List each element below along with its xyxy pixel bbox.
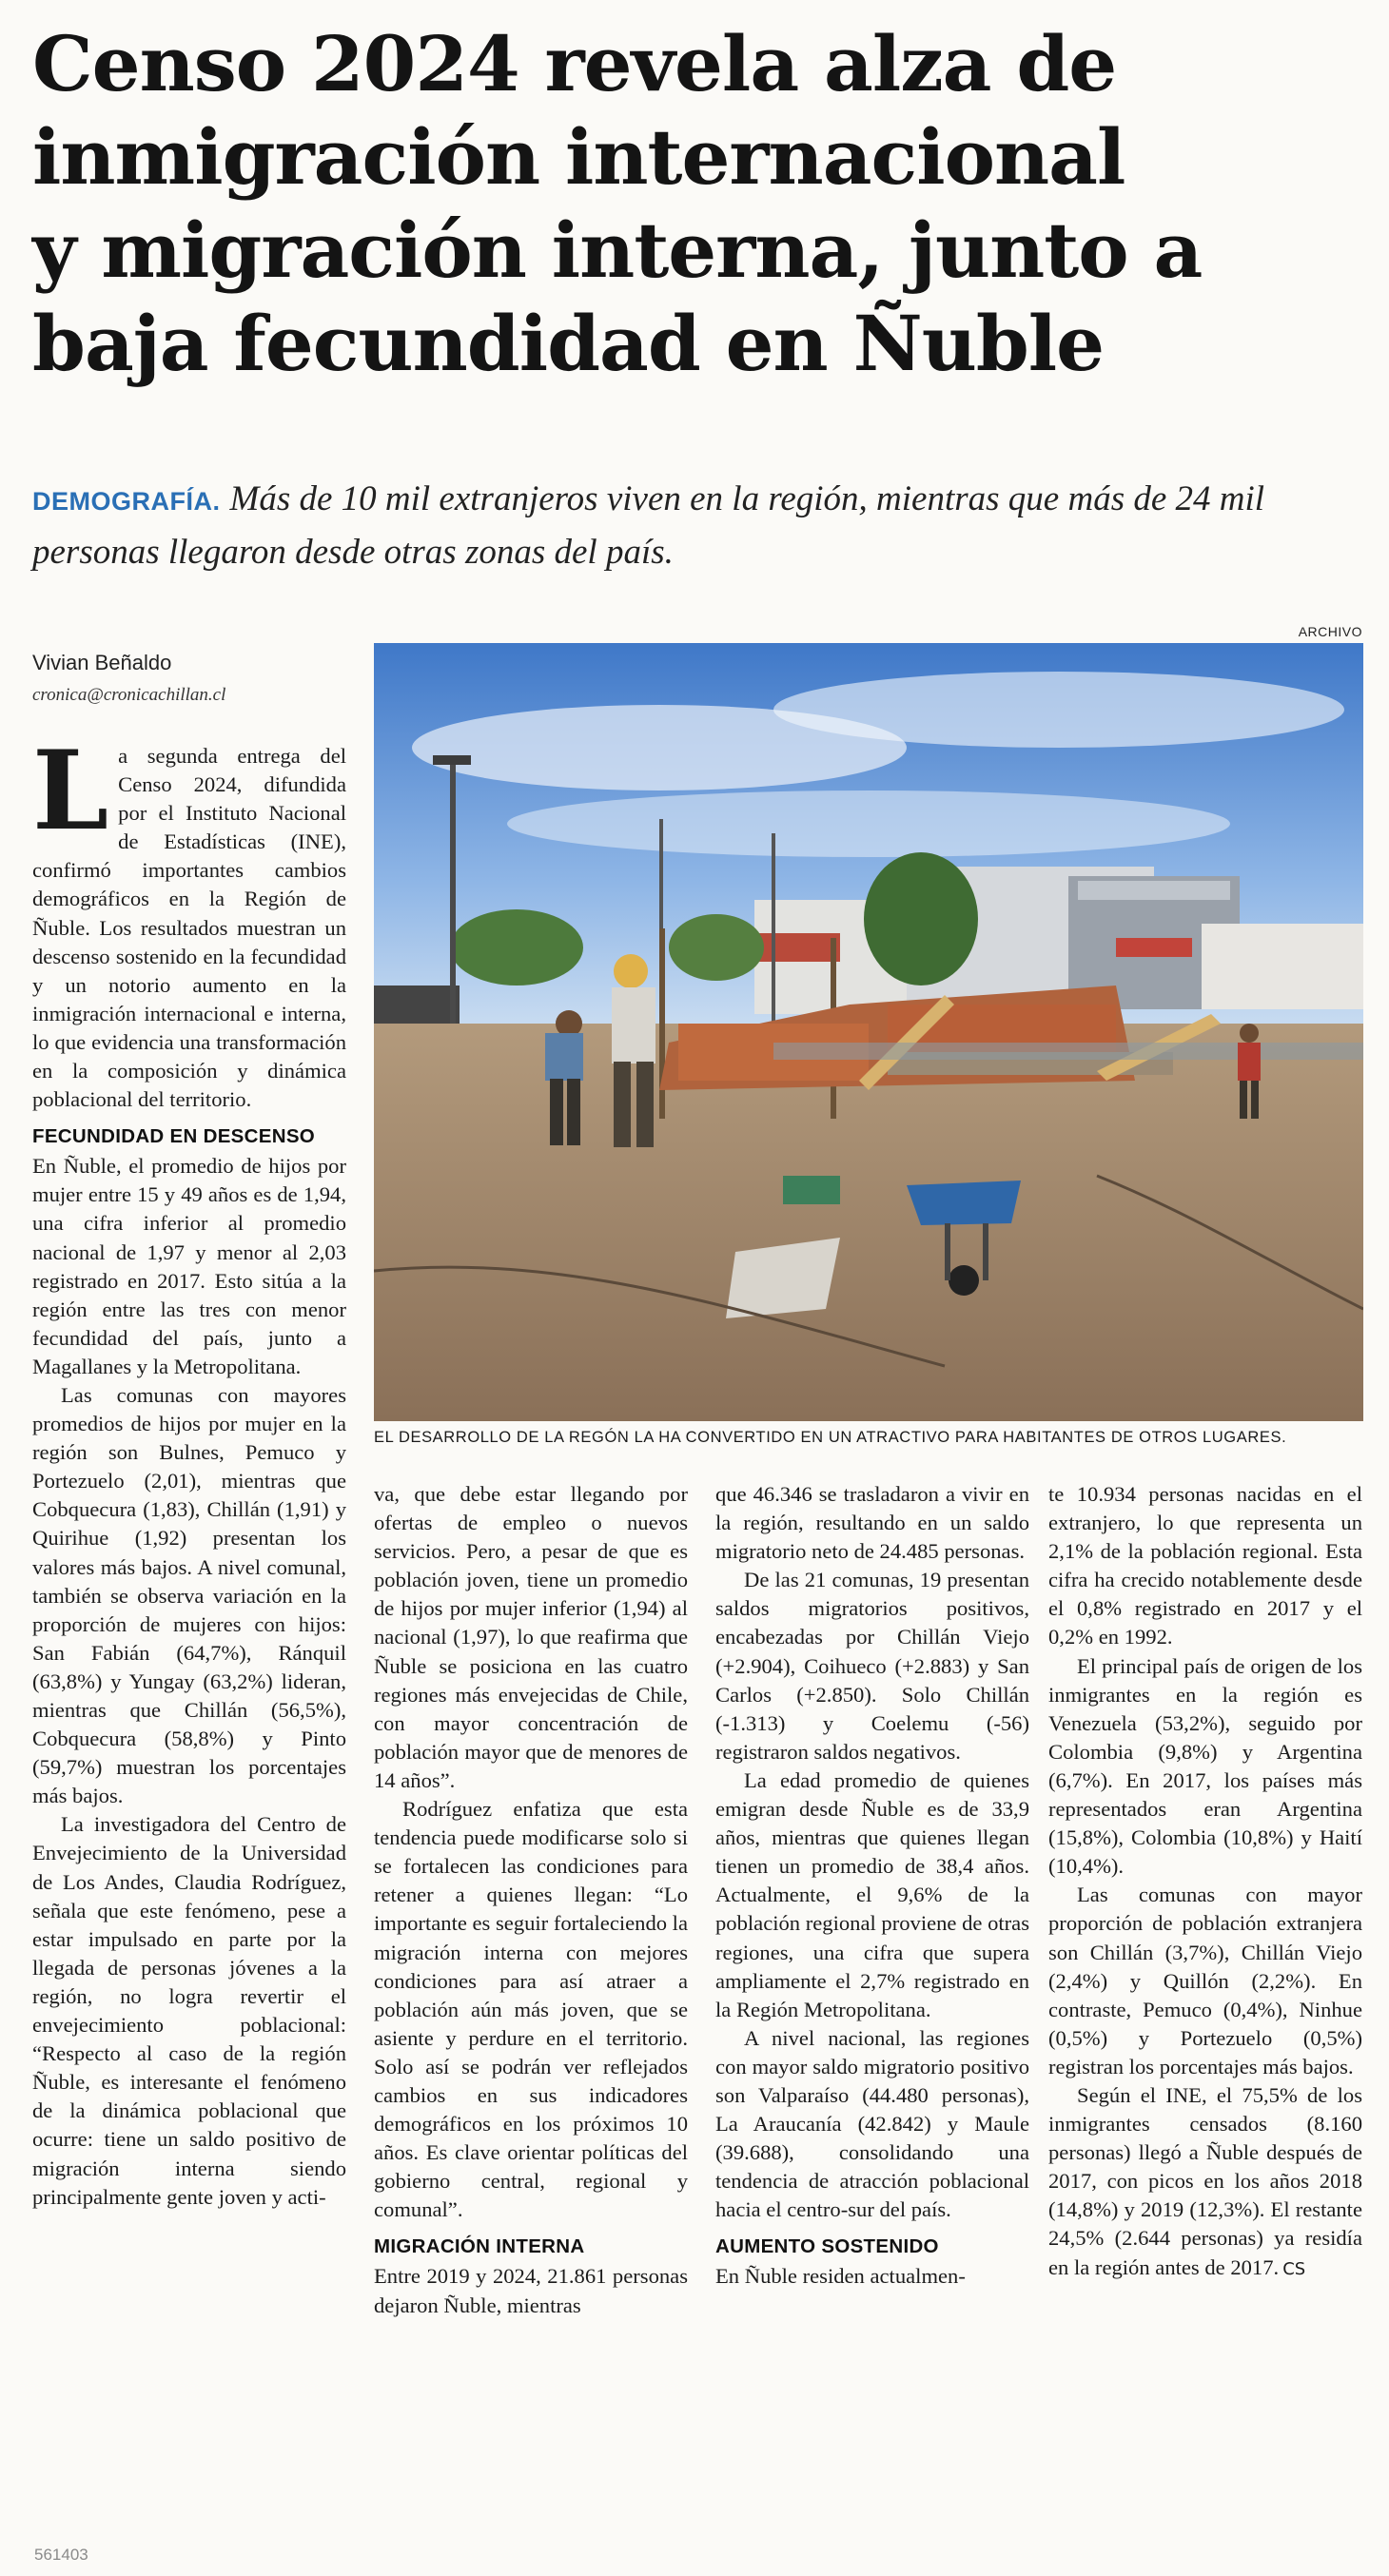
article-column-3 [715,1480,1029,2292]
section-kicker: DEMOGRAFÍA. [32,487,221,516]
paragraph-final [1048,2081,1362,2284]
paragraph: La edad promedio de quienes emigran desde Ñuble es de 33,9 años, mientras que quienes llegan tienen un promedio de 38,4 años. Actualmente, el 9,6% de la población regional proviene de otras regiones, una cifra que supera ampliamente el 2,7% registrado en la Región Metropolitana. [715,1767,1030,2021]
paragraph: Las comunas con mayor proporción de población extranjera son Chillán (3,7%), Chillán Viejo (2,4%) y Quillón (2,2%). En contraste, Pemuco (0,4%), Ninhue (0,5%) y Portezuelo (0,5%) registran los porcentajes más bajos. [1048,1883,1362,2078]
end-mark: CS [1282,2258,1306,2279]
paragraph: El principal país de origen de los inmigrantes en la región es Venezuela (53,2%), seguido por Colombia (9,8%) y Argentina (6,7%). En 2017, los países más representados eran Argentina (15,8%), Colombia (10,8%) y Haití (10,4%). [1048,1653,1362,1879]
paragraph: En Ñuble, el promedio de hijos por mujer entre 15 y 49 años es de 1,94, una cifra inferior al promedio nacional de 1,97 y menor al 2,03 registrado en 2017. Esto sitúa a la región entre las tres con menor fecundidad del país, junto a Magallanes y la Metropolitana. [32,1154,346,1378]
paragraph: te 10.934 personas nacidas en el extranjero, lo que representa un 2,1% de la población regional. Esta cifra ha crecido notablemente desde el 0,8% registrado en 2017 y el 0,2% en 1992. [1048,1482,1362,1649]
paragraph-text: Según el INE, el 75,5% de los inmigrantes censados (8.160 personas) llegó a Ñuble después de 2017, con picos en los años 2018 (14,8%) y 2019 (12,3%). El restante 24,5% (2.644 personas) ya residía en la región antes de 2017. [1048,2082,1362,2279]
paragraph: que 46.346 se trasladaron a vivir en la región, resultando en un saldo migratorio neto de 24.485 personas. [715,1482,1029,1564]
deck [32,474,1364,578]
headline-line: baja fecundidad en Ñuble [32,299,1105,388]
author-name: Vivian Beñaldo [32,651,172,674]
paragraph: A nivel nacional, las regiones con mayor saldo migratorio positivo son Valparaíso (44.480 personas), La Araucanía (42.842) y Maule (39.688), consolidando una tendencia de atracción poblacional hacia el centro-sur del país. [715,2025,1029,2222]
headline-line: inmigración internacional [32,112,1125,202]
headline [32,17,1364,390]
drop-cap: L [32,727,109,854]
headline-line: y migración interna, junto a [32,205,1203,295]
article-column-2 [374,1480,688,2320]
photo-caption: EL DESARROLLO DE LA REGÓN LA HA CONVERTIDO EN UN ATRACTIVO PARA HABITANTES DE OTROS LUGARES. [374,1429,1287,1446]
author-email: cronica@cronicachillan.cl [32,685,226,705]
article-column-1 [32,727,346,2212]
paragraph: va, que debe estar llegando por ofertas de empleo o nuevos servicios. Pero, a pesar de que es población joven, tiene un promedio de hijos por mujer inferior (1,94) al nacional (1,97), lo que reafirma que Ñuble se posiciona en las cuatro regiones más envejecidas de Chile, con mayor concentración de población mayor que de menores de 14 años”. [374,1482,688,1792]
headline-line: Censo 2024 revela alza de [32,19,1117,108]
subhead-migracion-interna: MIGRACIÓN INTERNA [374,2235,585,2258]
deck-text: Más de 10 mil extranjeros viven en la región, mientras que más de 24 mil personas llegaron desde otras zonas del país. [32,479,1265,572]
construction-site-illustration [374,643,1363,1421]
byline [32,651,346,706]
paragraph: Entre 2019 y 2024, 21.861 personas dejaron Ñuble, mientras [374,2264,688,2317]
paragraph: La investigadora del Centro de Envejecimiento de la Universidad de Los Andes, Claudia Rodríguez, señala que este fenómeno, pese a estar impulsado en parte por la llegada de personas jóvenes a la región, no logra revertir el envejecimiento poblacional: “Respecto al caso de la región Ñuble, es interesante el fenómeno de la dinámica poblacional que ocurre: tiene un saldo positivo de migración interna siendo principalmente gente joven y acti- [32,1812,346,2209]
page-id: 561403 [34,2546,88,2564]
paragraph: De las 21 comunas, 19 presentan saldos migratorios positivos, encabezadas por Chillán Viejo (+2.904), Coihueco (+2.883) y San Carlos (+2.850). Solo Chillán (-1.313) y Coelemu (-56) registraron saldos negativos. [715,1568,1029,1764]
article-photo [374,643,1363,1421]
paragraph: Rodríguez enfatiza que esta tendencia puede modificarse solo si se fortalecen las condiciones para retener a quienes llegan: “Lo importante es seguir fortaleciendo la migración interna con mejores condiciones para así atraer a población aún más joven, que se asiente y perdure en el territorio. Solo así se podrán ver reflejados cambios en sus indicadores demográficos en los próximos 10 años. Es clave orientar políticas del gobierno central, regional y comunal”. [374,1797,688,2222]
subhead-fecundidad: FECUNDIDAD EN DESCENSO [32,1125,316,1148]
lead-paragraph [32,727,346,1114]
paragraph: En Ñuble residen actualmen- [715,2264,966,2289]
article-column-4 [1048,1480,1362,2284]
paragraph: Las comunas con mayores promedios de hijos por mujer en la región son Bulnes, Pemuco y Portezuelo (2,01), mientras que Cobquecura (1,83), Chillán (1,91) y Quirihue (1,92) presentan los valores más bajos. A nivel comunal, también se observa variación en la proporción de mujeres con hijos: San Fabián (64,7%), Ránquil (63,8%) y Yungay (63,2%) lideran, mientras que Chillán (56,5%), Cobquecura (58,8%) y Pinto (59,7%) muestran los porcentajes más bajos. [32,1382,346,1808]
photo-credit: ARCHIVO [1298,624,1362,639]
subhead-aumento-sostenido: AUMENTO SOSTENIDO [715,2235,939,2258]
lead-text: a segunda entrega del Censo 2024, difundida por el Instituto Nacional de Estadísticas (INE), confirmó importantes cambios demográficos en la Región de Ñuble. Los resultados muestran un descenso sostenido en la fecundidad y un notorio aumento en la inmigración internacional e interna, lo que evidencia una transformación en la composición y dinámica poblacional del territorio. [32,744,346,1112]
